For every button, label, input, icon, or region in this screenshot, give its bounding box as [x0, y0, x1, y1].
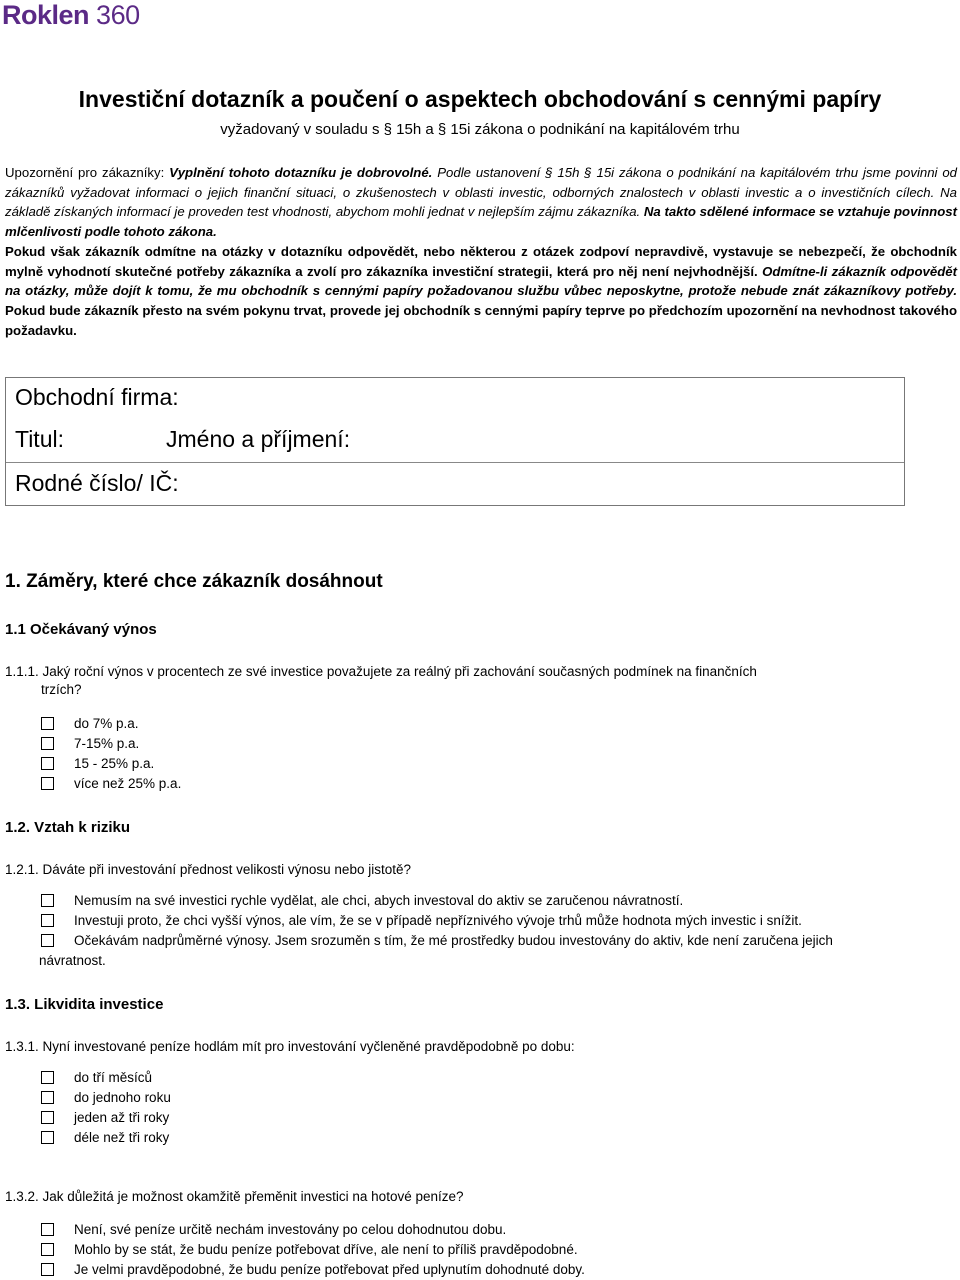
option-1-3-2-a[interactable]: [41, 1222, 506, 1237]
option-1-1-1-a[interactable]: [41, 716, 139, 731]
option-label: Není, své peníze určitě nechám investovány po celou dohodnutou dobu.: [74, 1222, 507, 1237]
section-1-heading: 1. Záměry, které chce zákazník dosáhnout: [5, 571, 383, 592]
option-1-2-1-c[interactable]: [41, 933, 833, 948]
warning-risk: Pokud však zákazník odmítne na otázky v dotazníku odpovědět, nebo některou z otázek zodpoví nepravdivě, vystavuje se nebezpečí, že obchodník mylně vyhodnotí skutečné potřeby zákazníka a zvolí pro zákazníka investiční strategii, která pro něj není nejvhodnější.: [5, 243, 957, 279]
checkbox[interactable]: [41, 1071, 54, 1084]
logo: [2, 0, 140, 31]
question-1-1-1-text: 1.1.1. Jaký roční výnos v procentech ze své investice považujete za reálný při zachování současných podmínek na finančních: [5, 664, 757, 679]
option-label: Investuji proto, že chci vyšší výnos, ale vím, že se v případě nepříznivého vývoje trhů může hodnota mých investic i snížit.: [74, 913, 802, 928]
question-1-3-2: 1.3.2. Jak důležitá je možnost okamžitě přeměnit investici na hotové peníze?: [5, 1189, 464, 1204]
option-label: 15 - 25% p.a.: [74, 756, 155, 771]
warning-label: Upozornění pro zákazníky:: [5, 165, 170, 180]
info-divider: [6, 462, 904, 463]
option-1-3-1-d[interactable]: [41, 1130, 169, 1145]
option-label: Nemusím na své investici rychle vydělat, ale chci, abych investoval do aktiv se zaručenou návratností.: [74, 893, 684, 908]
warning-law-text: Podle ustanovení § 15h § 15i zákona o podnikání na kapitálovém trhu jsme povinni od zákazníků vyžadovat informaci o jejich finanční situaci, o zkušenostech v oblasti investic, odborných znalostech v oblasti investic a o investičních cílech. Na základě získaných informací je proveden test vhodnosti, abychom mohli jednat v nejlepším zájmu zákazníka.: [5, 165, 958, 220]
checkbox[interactable]: [41, 737, 54, 750]
option-label: do tří měsíců: [74, 1070, 153, 1085]
option-label: více než 25% p.a.: [74, 776, 182, 791]
checkbox[interactable]: [41, 717, 54, 730]
option-1-2-1-c-cont: návratnost.: [39, 953, 106, 968]
question-1-1-1: [5, 664, 757, 697]
warning-paragraph: [5, 163, 957, 340]
checkbox[interactable]: [41, 1223, 54, 1236]
option-1-3-1-a[interactable]: [41, 1070, 152, 1085]
checkbox[interactable]: [41, 757, 54, 770]
option-label: Očekávám nadprůměrné výnosy. Jsem srozuměn s tím, že mé prostředky budou investovány do aktiv, kde není zaručena jejich: [74, 933, 833, 948]
option-1-1-1-b[interactable]: [41, 736, 139, 751]
question-1-1-1-cont: trzích?: [41, 682, 82, 697]
client-info-box: [5, 377, 905, 506]
checkbox[interactable]: [41, 914, 54, 927]
checkbox[interactable]: [41, 894, 54, 907]
page-subtitle: vyžadovaný v souladu s § 15h a § 15i zákona o podnikání na kapitálovém trhu: [220, 121, 740, 138]
logo-number: 360: [96, 0, 140, 30]
checkbox[interactable]: [41, 1091, 54, 1104]
option-label: Je velmi pravděpodobné, že budu peníze potřebovat před uplynutím dohodnuté doby.: [74, 1262, 585, 1277]
option-1-1-1-c[interactable]: [41, 756, 154, 771]
option-1-3-1-b[interactable]: [41, 1090, 171, 1105]
id-number-label: Rodné číslo/ IČ:: [15, 470, 179, 496]
option-label: jeden až tři roky: [74, 1110, 170, 1125]
question-1-2-1: 1.2.1. Dáváte při investování přednost velikosti výnosu nebo jistotě?: [5, 862, 411, 877]
section-1-3-heading: 1.3. Likvidita investice: [5, 996, 164, 1013]
warning-refusal: Odmítne-li zákazník odpovědět na otázky, může dojít k tomu, že mu obchodník s cennými papíry požadovanou službu vůbec neposkytne, protože nebude znát zákazníkovy potřeby.: [5, 263, 957, 299]
question-1-3-1: 1.3.1. Nyní investované peníze hodlám mít pro investování vyčleněné pravděpodobně po dobu:: [5, 1039, 575, 1054]
checkbox[interactable]: [41, 777, 54, 790]
page-title: Investiční dotazník a poučení o aspektech obchodování s cennými papíry: [78, 86, 882, 112]
option-label: do 7% p.a.: [74, 716, 139, 731]
checkbox[interactable]: [41, 1243, 54, 1256]
option-1-2-1-a[interactable]: [41, 893, 683, 908]
name-label: Jméno a příjmení:: [166, 426, 351, 452]
checkbox[interactable]: [41, 934, 54, 947]
option-1-2-1-b[interactable]: [41, 913, 802, 928]
option-1-1-1-d[interactable]: [41, 776, 181, 791]
option-label: do jednoho roku: [74, 1090, 171, 1105]
warning-confidentiality: Na takto sdělené informace se vztahuje povinnost mlčenlivosti podle tohoto zákona.: [5, 204, 957, 240]
title-label: Titul:: [15, 426, 64, 452]
option-label: Mohlo by se stát, že budu peníze potřebovat dříve, ale není to příliš pravděpodobné.: [74, 1242, 578, 1257]
option-label: déle než tři roky: [74, 1130, 170, 1145]
firm-label: Obchodní firma:: [15, 384, 179, 410]
option-label: 7-15% p.a.: [74, 736, 140, 751]
option-1-3-2-b[interactable]: [41, 1242, 578, 1257]
checkbox[interactable]: [41, 1111, 54, 1124]
checkbox[interactable]: [41, 1263, 54, 1276]
warning-insist: Pokud bude zákazník přesto na svém pokynu trvat, provede jej obchodník s cennými papíry teprve po předchozím upozornění na nevhodnost takového požadavku.: [5, 302, 957, 338]
option-1-3-2-c[interactable]: [41, 1262, 585, 1277]
logo-brand: Roklen: [2, 0, 90, 30]
section-1-2-heading: 1.2. Vztah k riziku: [5, 819, 131, 836]
warning-voluntary: Vyplnění tohoto dotazníku je dobrovolné.: [169, 165, 433, 180]
option-1-3-1-c[interactable]: [41, 1110, 169, 1125]
section-1-1-heading: 1.1 Očekávaný výnos: [5, 621, 157, 638]
checkbox[interactable]: [41, 1131, 54, 1144]
